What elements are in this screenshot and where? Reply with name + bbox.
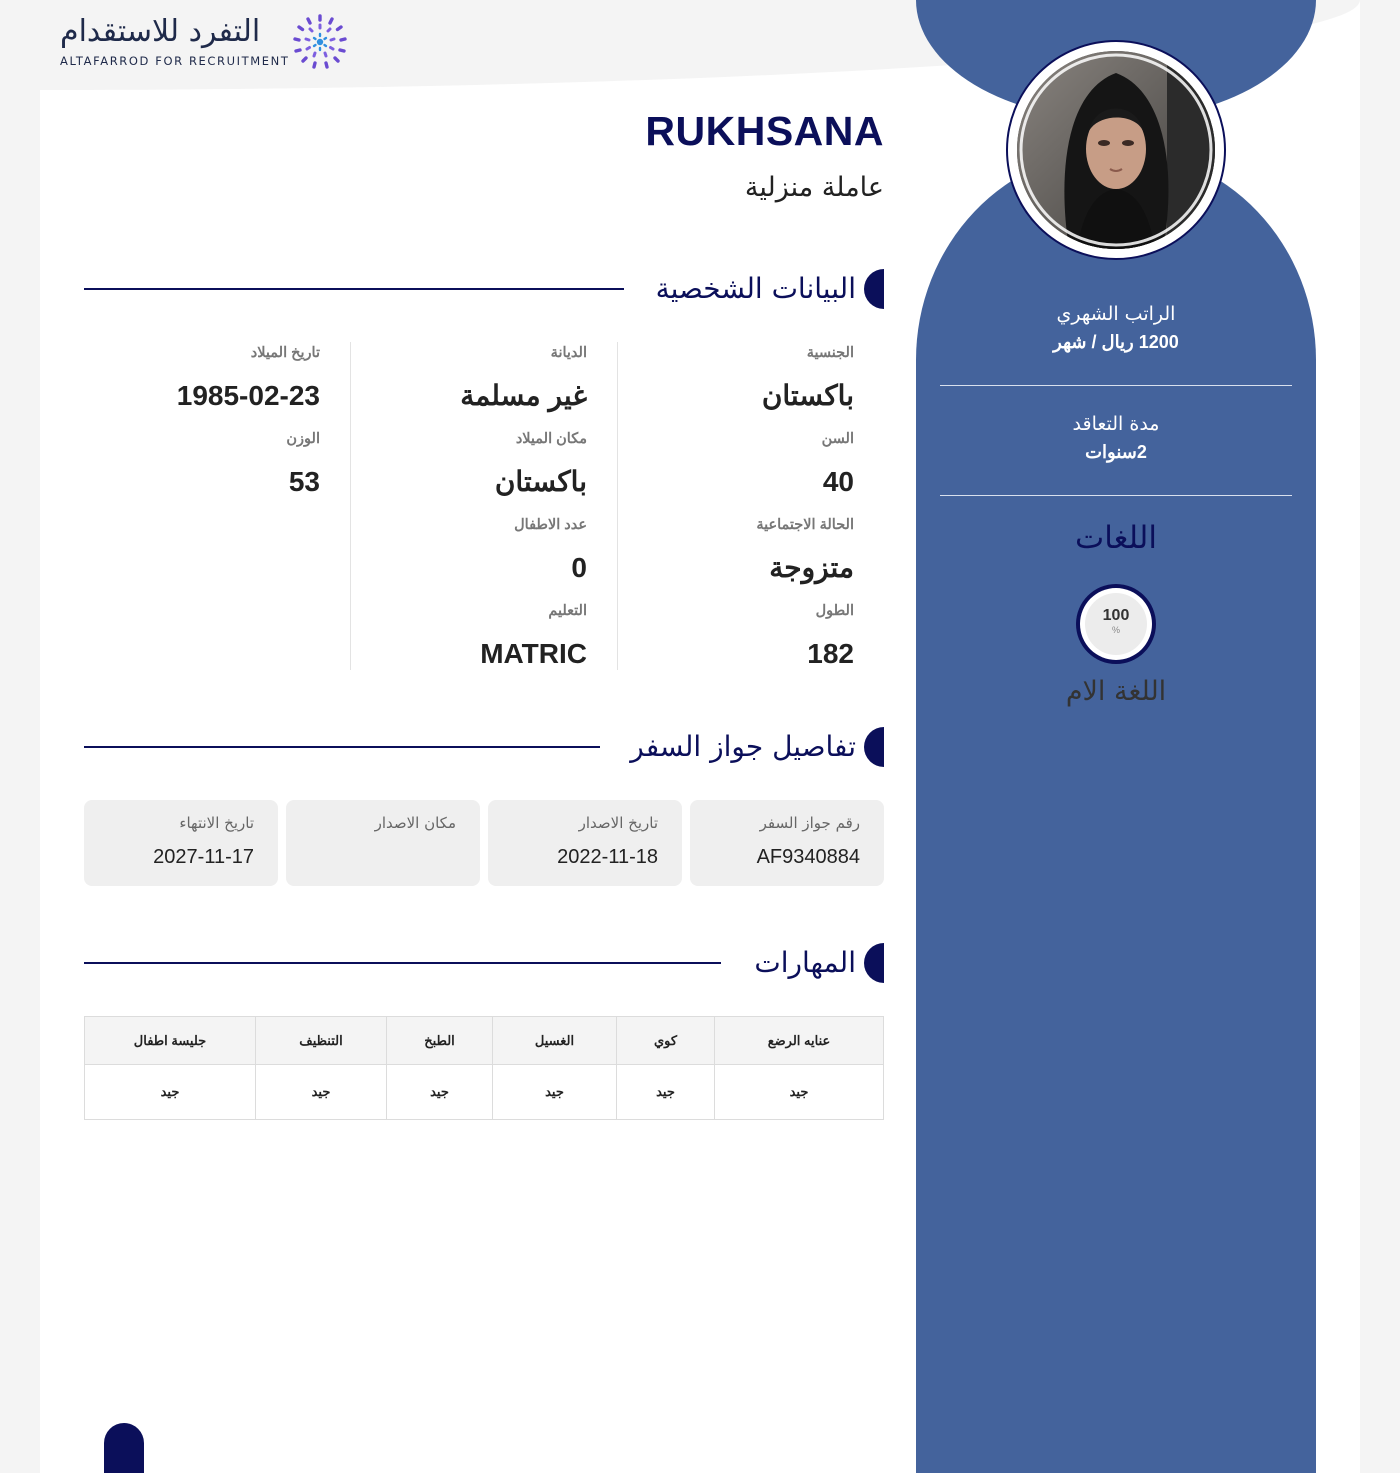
skill-header: عنايه الرضع — [715, 1017, 884, 1065]
field-value: MATRIC — [480, 638, 587, 669]
field-value: غير مسلمة — [460, 380, 587, 411]
job-title: عاملة منزلية — [744, 172, 884, 203]
skill-rating: جيد — [256, 1065, 387, 1120]
personal-section-title: البيانات الشخصية — [655, 272, 856, 305]
skill-rating: جيد — [617, 1065, 715, 1120]
passport-details — [84, 800, 884, 886]
passport-number-box — [690, 800, 884, 886]
personal-section-header — [84, 269, 884, 309]
cv-card — [40, 0, 1360, 1473]
section-marker — [864, 269, 884, 309]
field-label: السن — [821, 431, 854, 447]
passport-field-label: تاريخ الانتهاء — [179, 814, 254, 832]
field-label: الوزن — [286, 431, 320, 447]
skill-rating: جيد — [85, 1065, 256, 1120]
section-rule — [84, 746, 600, 748]
passport-field-value: 2027-11-17 — [153, 846, 254, 868]
field-value: باكستان — [761, 380, 854, 411]
brand-name-english: ALTAFARROD FOR RECRUITMENT — [60, 54, 290, 68]
field-value: باكستان — [494, 466, 587, 497]
language-progress-ring — [1076, 584, 1156, 664]
language-name: اللغة الام — [1065, 676, 1167, 707]
field-value: 40 — [822, 466, 854, 497]
field-age — [822, 428, 854, 502]
skill-header: الغسيل — [493, 1017, 617, 1065]
field-birthdate — [177, 342, 320, 416]
contract-label: مدة التعاقد — [1072, 413, 1160, 435]
field-value: متزوجة — [769, 552, 854, 583]
field-label: الطول — [815, 603, 854, 619]
sidebar — [916, 0, 1316, 1473]
personal-column — [351, 342, 618, 670]
passport-section-title: تفاصيل جواز السفر — [630, 730, 856, 763]
field-label: الديانة — [550, 345, 587, 361]
field-children — [514, 514, 587, 588]
field-label: الجنسية — [806, 345, 854, 361]
avatar-frame — [1006, 40, 1226, 260]
footer-marker — [104, 1423, 144, 1473]
candidate-name: RUKHSANA — [645, 108, 884, 154]
field-height — [807, 600, 854, 674]
passport-field-label: تاريخ الاصدار — [578, 814, 658, 832]
field-label: التعليم — [548, 603, 587, 619]
section-rule — [84, 962, 721, 964]
skill-header: جليسة اطفال — [85, 1017, 256, 1065]
skills-table — [84, 1016, 884, 1120]
contract-block — [940, 410, 1292, 466]
salary-label: الراتب الشهري — [1056, 303, 1176, 325]
avatar — [1017, 51, 1215, 249]
issue-place-box — [286, 800, 480, 886]
field-education — [480, 600, 587, 674]
skill-header: الطبخ — [387, 1017, 493, 1065]
brand-name-arabic: التفرد للاستقدام — [60, 14, 261, 49]
section-rule — [84, 288, 624, 290]
field-value: 182 — [807, 638, 854, 669]
field-label: تاريخ الميلاد — [250, 345, 320, 361]
skill-rating: جيد — [387, 1065, 493, 1120]
sidebar-divider — [940, 385, 1292, 386]
section-marker — [864, 943, 884, 983]
brand-mark-icon — [292, 14, 348, 70]
skill-header: كوي — [617, 1017, 715, 1065]
field-weight — [286, 428, 320, 502]
personal-info-grid — [84, 342, 884, 670]
field-birthplace — [495, 428, 587, 502]
field-religion — [460, 342, 587, 416]
field-label: مكان الميلاد — [515, 431, 587, 447]
skill-header: التنظيف — [256, 1017, 387, 1065]
passport-field-label: رقم جواز السفر — [759, 814, 860, 832]
field-label: عدد الاطفال — [514, 517, 587, 533]
passport-field-value: AF9340884 — [756, 846, 860, 868]
passport-field-label: مكان الاصدار — [374, 814, 456, 832]
contract-value: 2سنوات — [1085, 442, 1147, 462]
languages-title: اللغات — [1075, 520, 1157, 556]
field-value: 1985-02-23 — [176, 380, 320, 411]
field-value: 53 — [288, 466, 320, 497]
table-header-row — [85, 1017, 884, 1065]
passport-section-header — [84, 727, 884, 767]
issue-date-box — [488, 800, 682, 886]
table-row — [85, 1065, 884, 1120]
skills-section-title: المهارات — [754, 946, 856, 979]
avatar-photo — [1017, 51, 1215, 249]
skill-rating: جيد — [493, 1065, 617, 1120]
expiry-date-box — [84, 800, 278, 886]
sidebar-divider — [940, 495, 1292, 496]
language-percent: 100 — [1102, 607, 1130, 624]
passport-field-value: 2022-11-18 — [557, 846, 658, 868]
section-marker — [864, 727, 884, 767]
field-label: الحالة الاجتماعية — [756, 517, 854, 533]
skills-section-header — [84, 943, 884, 983]
personal-column — [84, 342, 351, 670]
skill-rating: جيد — [715, 1065, 884, 1120]
salary-block — [940, 300, 1292, 356]
field-value: 0 — [571, 552, 587, 583]
personal-column — [618, 342, 884, 670]
field-marital-status — [756, 514, 854, 588]
salary-value: 1200 ريال / شهر — [1053, 332, 1179, 352]
language-percent-unit: % — [1111, 625, 1120, 635]
field-nationality — [762, 342, 854, 416]
